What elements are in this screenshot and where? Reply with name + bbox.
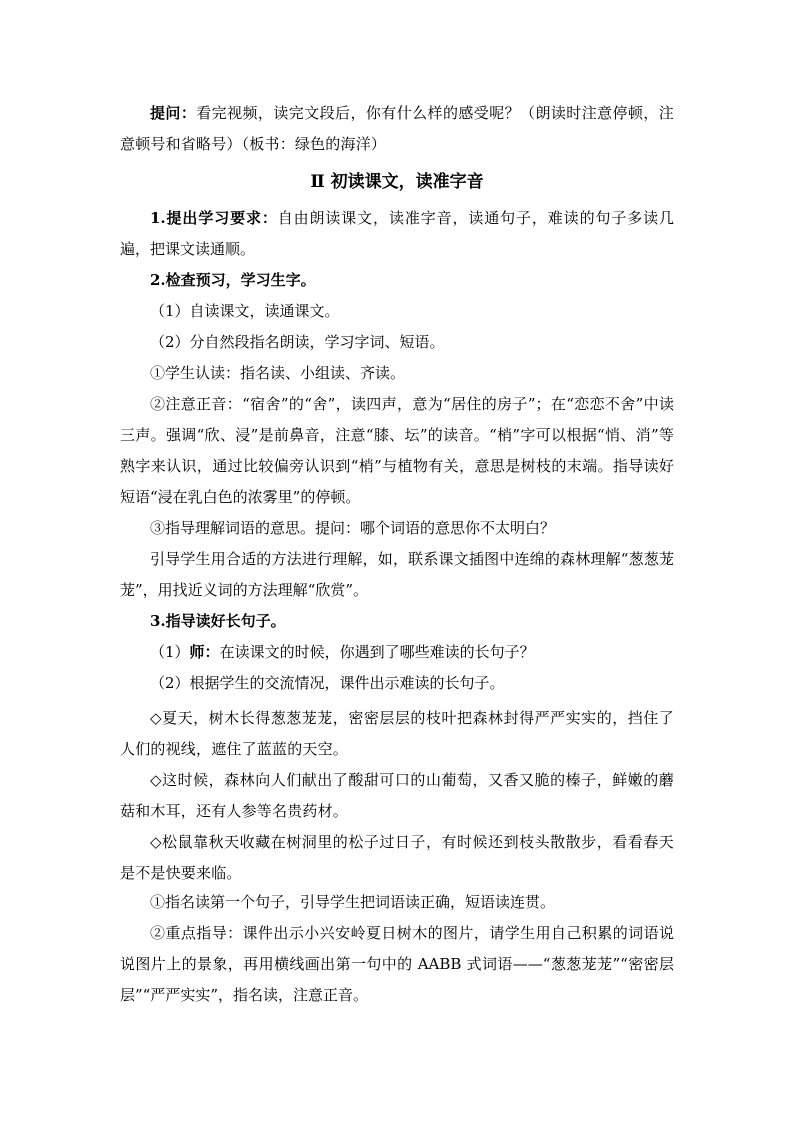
question-text: 看完视频，读完文段后，你有什么样的感受呢？（朗读时注意停顿，注意顿号和省略号）（板书：绿色的海洋） <box>120 104 674 153</box>
step-2: （2）分自然段指名朗读，学习字词、短语。 <box>150 333 445 351</box>
long-sentence-heading: 3.指导读好长句子。 <box>150 612 286 630</box>
question-lead: 提问： <box>150 104 197 122</box>
step-show-sentences: （2）根据学生的交流情况，课件出示难读的长句子。 <box>150 674 505 692</box>
method-note: 引导学生用合适的方法进行理解，如，联系课文插图中连绵的森林理解“葱葱茏茏”，用找近义词的方法理解“欣赏”。 <box>120 550 674 599</box>
requirement-lead: 1.提出学习要求： <box>150 209 278 227</box>
meaning-note: ③指导理解词语的意思。提问：哪个词语的意思你不太明白？ <box>150 519 556 537</box>
pronunciation-note: ②注意正音：“宿舍”的“舍”，读四声，意为“居住的房子”；在“恋恋不舍”中读三声。强调“欣、浸”是前鼻音，注意“膝、坛”的读音。“梢”字可以根据“悄、消”等熟字来认识，通过比较偏旁认识到“梢”与植物有关，意思是树枝的末端。指导读好短语“浸在乳白色的浓雾里”的停顿。 <box>120 395 674 506</box>
requirement-text: 自由朗读课文，读准字音，读通句子，难读的句子多读几遍，把课文读通顺。 <box>120 209 674 258</box>
teacher-question: （1）师：在读课文的时候，你遇到了哪些难读的长句子？ <box>150 643 535 661</box>
reading-note: ①学生认读：指名读、小组读、齐读。 <box>150 364 406 382</box>
preview-heading: 2.检查预习，学习生字。 <box>150 271 316 289</box>
question-paragraph <box>120 98 674 160</box>
reading-guide-1: ①指名读第一个句子，引导学生把词语读正确，短语读连贯。 <box>150 893 556 911</box>
reading-guide-2: ②重点指导：课件出示小兴安岭夏日树木的图片，请学生用自己积累的词语说说图片上的景象，再用横线画出第一句中的 AABB 式词语——“葱葱茏茏”“密密层层”“严严实实”，指名读，注意正音。 <box>120 924 674 1004</box>
section-heading: Ⅱ 初读课文，读准字音 <box>310 172 484 192</box>
example-sentence-2: ◇这时候，森林向人们献出了酸甜可口的山葡萄，又香又脆的榛子，鲜嫩的蘑菇和木耳，还有人参等名贵药材。 <box>120 771 674 820</box>
requirement-paragraph <box>120 203 674 265</box>
step-1: （1）自读课文，读通课文。 <box>150 302 340 320</box>
example-sentence-1: ◇夏天，树木长得葱葱茏茏，密密层层的枝叶把森林封得严严实实的，挡住了人们的视线，遮住了蓝蓝的天空。 <box>120 709 674 758</box>
example-sentence-3: ◇松鼠靠秋天收藏在树洞里的松子过日子，有时候还到枝头散散步，看看春天是不是快要来临。 <box>120 833 674 882</box>
